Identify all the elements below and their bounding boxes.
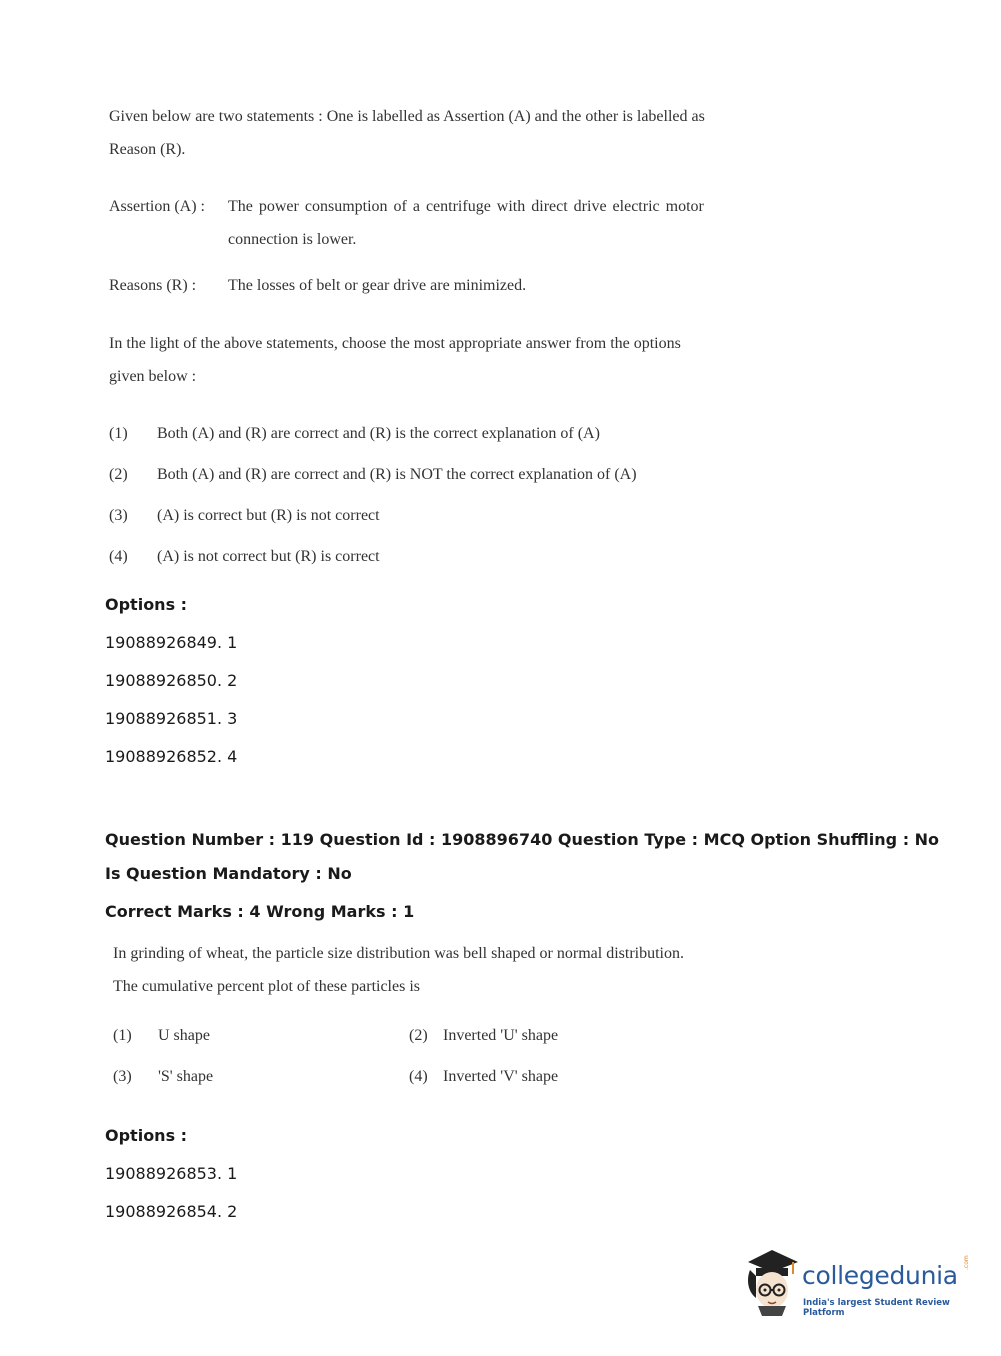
logo-tagline: India's largest Student Review Platform <box>803 1298 950 1318</box>
option-id: 19088926849. 1 <box>105 633 238 652</box>
q119-meta-line2: Is Question Mandatory : No <box>105 864 352 883</box>
option-id: 19088926853. 1 <box>105 1164 238 1183</box>
q118-intro-line1: Given below are two statements : One is labelled as Assertion (A) and the other is labelled as <box>109 108 705 125</box>
reason-label: Reasons (R) : <box>109 277 197 294</box>
choice-number: (1) <box>113 1027 132 1044</box>
assertion-text-line2: connection is lower. <box>228 231 357 248</box>
choice-text: (A) is correct but (R) is not correct <box>157 507 380 524</box>
q118-prompt-line2: given below : <box>109 368 197 385</box>
q118-options-heading: Options : <box>105 595 188 614</box>
choice-number: (3) <box>109 507 128 524</box>
choice-number: (4) <box>409 1068 428 1085</box>
logo-wordmark: collegedunia <box>802 1261 958 1290</box>
q119-text-line1: In grinding of wheat, the particle size distribution was bell shaped or normal distribution. <box>113 945 684 962</box>
choice-text: Both (A) and (R) are correct and (R) is NOT the correct explanation of (A) <box>157 466 637 483</box>
option-id: 19088926852. 4 <box>105 747 238 766</box>
choice-text: Both (A) and (R) are correct and (R) is the correct explanation of (A) <box>157 425 600 442</box>
q119-options-heading: Options : <box>105 1126 188 1145</box>
assertion-text-line1: The power consumption of a centrifuge with direct drive electric motor <box>228 198 704 215</box>
choice-number: (2) <box>409 1027 428 1044</box>
logo-suffix: .com <box>963 1255 970 1270</box>
choice-number: (3) <box>113 1068 132 1085</box>
choice-text: U shape <box>158 1027 210 1044</box>
student-mascot-icon <box>742 1248 802 1318</box>
choice-text: Inverted 'U' shape <box>443 1027 559 1044</box>
q118-prompt-line1: In the light of the above statements, choose the most appropriate answer from the options <box>109 335 681 352</box>
q119-meta-line1: Question Number : 119 Question Id : 1908896740 Question Type : MCQ Option Shuffling : No <box>105 830 940 849</box>
assertion-label: Assertion (A) : <box>109 198 205 215</box>
option-id: 19088926850. 2 <box>105 671 238 690</box>
choice-number: (2) <box>109 466 128 483</box>
q119-text-line2: The cumulative percent plot of these particles is <box>113 978 420 995</box>
choice-text: Inverted 'V' shape <box>443 1068 559 1085</box>
choice-text: (A) is not correct but (R) is correct <box>157 548 380 565</box>
reason-text: The losses of belt or gear drive are minimized. <box>228 277 527 294</box>
choice-text: 'S' shape <box>158 1068 214 1085</box>
q119-marks: Correct Marks : 4 Wrong Marks : 1 <box>105 902 415 921</box>
choice-number: (1) <box>109 425 128 442</box>
option-id: 19088926851. 3 <box>105 709 238 728</box>
choice-number: (4) <box>109 548 128 565</box>
q118-intro-line2: Reason (R). <box>109 141 186 158</box>
collegedunia-logo <box>742 1248 972 1318</box>
option-id: 19088926854. 2 <box>105 1202 238 1221</box>
